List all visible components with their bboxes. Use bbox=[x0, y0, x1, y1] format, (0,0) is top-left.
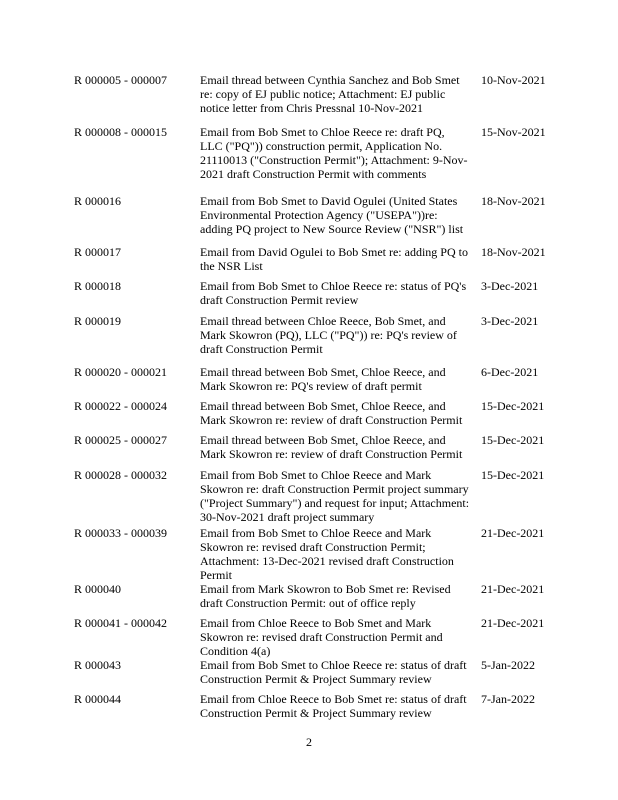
bates-range: R 000016 bbox=[74, 194, 122, 208]
bates-range: R 000017 bbox=[74, 245, 122, 259]
document-date: 10-Nov-2021 bbox=[481, 73, 546, 87]
bates-range: R 000005 - 000007 bbox=[74, 73, 167, 87]
document-description: Email thread between Bob Smet, Chloe Reece, and Mark Skowron re: PQ's review of draft permit bbox=[200, 365, 446, 393]
bates-range: R 000044 bbox=[74, 692, 122, 706]
document-description: Email thread between Bob Smet, Chloe Reece, and Mark Skowron re: review of draft Construction Permit bbox=[200, 399, 463, 427]
document-description: Email from Bob Smet to Chloe Reece and Mark Skowron re: revised draft Construction Permit; Attachment: 13-Dec-2021 revised draft Construction Permit bbox=[200, 526, 454, 582]
document-description: Email thread between Bob Smet, Chloe Reece, and Mark Skowron re: review of draft Construction Permit bbox=[200, 433, 463, 461]
document-description: Email from Bob Smet to Chloe Reece re: draft PQ, LLC ("PQ")) construction permit, Application No. 21110013 ("Construction Permit"); Attachment: 9-Nov-2021 draft Construction Permit with comments bbox=[200, 125, 468, 181]
document-description: Email from Mark Skowron to Bob Smet re: Revised draft Construction Permit: out of office reply bbox=[200, 582, 451, 610]
bates-range: R 000028 - 000032 bbox=[74, 468, 167, 482]
document-description: Email from Bob Smet to Chloe Reece and Mark Skowron re: draft Construction Permit project summary ("Project Summary") and request for input; Attachment: 30-Nov-2021 draft project summary bbox=[200, 468, 470, 524]
document-date: 7-Jan-2022 bbox=[481, 692, 535, 706]
document-description: Email from Chloe Reece to Bob Smet re: status of draft Construction Permit & Project Summary review bbox=[200, 692, 467, 720]
page-number: 2 bbox=[306, 735, 312, 749]
document-date: 15-Nov-2021 bbox=[481, 125, 546, 139]
document-description: Email from Chloe Reece to Bob Smet and Mark Skowron re: revised draft Construction Permit and Condition 4(a) bbox=[200, 616, 443, 658]
document-date: 21-Dec-2021 bbox=[481, 582, 545, 596]
document-description: Email from Bob Smet to David Ogulei (United States Environmental Protection Agency ("USEPA"))re: adding PQ project to New Source Review ("NSR") list bbox=[200, 194, 464, 236]
document-date: 5-Jan-2022 bbox=[481, 658, 535, 672]
document-date: 15-Dec-2021 bbox=[481, 399, 545, 413]
document-date: 3-Dec-2021 bbox=[481, 279, 539, 293]
bates-range: R 000043 bbox=[74, 658, 122, 672]
bates-range: R 000008 - 000015 bbox=[74, 125, 167, 139]
document-description: Email from David Ogulei to Bob Smet re: adding PQ to the NSR List bbox=[200, 245, 468, 273]
bates-range: R 000018 bbox=[74, 279, 122, 293]
document-date: 15-Dec-2021 bbox=[481, 433, 545, 447]
document-date: 21-Dec-2021 bbox=[481, 616, 545, 630]
document-description: Email from Bob Smet to Chloe Reece re: status of draft Construction Permit & Project Summary review bbox=[200, 658, 467, 686]
document-date: 15-Dec-2021 bbox=[481, 468, 545, 482]
document-description: Email thread between Cynthia Sanchez and Bob Smet re: copy of EJ public notice; Attachment: EJ public notice letter from Chris Pressnal 10-Nov-2021 bbox=[200, 73, 460, 115]
document-date: 21-Dec-2021 bbox=[481, 526, 545, 540]
bates-range: R 000019 bbox=[74, 314, 122, 328]
document-description: Email from Bob Smet to Chloe Reece re: status of PQ's draft Construction Permit review bbox=[200, 279, 467, 307]
bates-range: R 000033 - 000039 bbox=[74, 526, 167, 540]
document-description: Email thread between Chloe Reece, Bob Smet, and Mark Skowron (PQ), LLC ("PQ")) re: PQ's review of draft Construction Permit bbox=[200, 314, 457, 356]
document-date: 3-Dec-2021 bbox=[481, 314, 539, 328]
bates-range: R 000022 - 000024 bbox=[74, 399, 167, 413]
document-date: 6-Dec-2021 bbox=[481, 365, 539, 379]
bates-range: R 000020 - 000021 bbox=[74, 365, 167, 379]
bates-range: R 000041 - 000042 bbox=[74, 616, 167, 630]
bates-range: R 000025 - 000027 bbox=[74, 433, 167, 447]
document-date: 18-Nov-2021 bbox=[481, 194, 546, 208]
bates-range: R 000040 bbox=[74, 582, 122, 596]
document-date: 18-Nov-2021 bbox=[481, 245, 546, 259]
